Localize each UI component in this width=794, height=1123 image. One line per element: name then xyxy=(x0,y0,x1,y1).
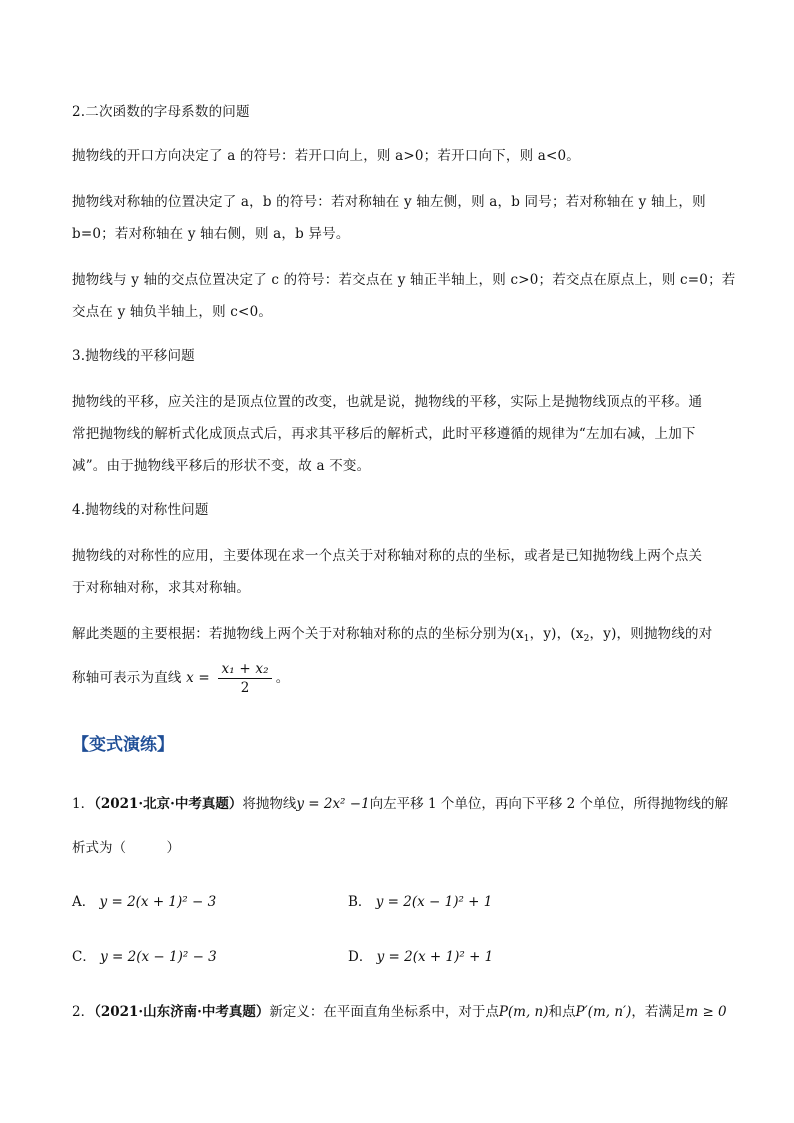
option-label: B． xyxy=(348,894,372,910)
question-source: （2021·山东济南·中考真题） xyxy=(94,1004,270,1020)
fraction-denominator: 2 xyxy=(240,680,250,696)
option-label: A． xyxy=(72,894,96,910)
paragraph-axis-formula xyxy=(72,658,724,698)
option-label: C． xyxy=(72,949,96,965)
fraction-numerator: x₁ + x₂ xyxy=(218,660,271,679)
formula-x: x = xyxy=(186,670,210,686)
point-p: P(m, n) xyxy=(498,1004,549,1020)
condition-formula: m ≥ 0 xyxy=(685,1004,727,1020)
question-text: 新定义：在平面直角坐标系中，对于点 xyxy=(269,1004,499,1020)
question-2 xyxy=(72,1000,732,1020)
basis-text: 称轴可表示为直线 xyxy=(72,670,182,686)
question-source: （2021·北京·中考真题） xyxy=(94,796,243,812)
question-text: ，若满足 xyxy=(631,1004,686,1020)
paragraph-basis xyxy=(72,618,724,655)
paragraph: 抛物线的开口方向决定了 a 的符号：若开口向上，则 a>0；若开口向下，则 a<0。 xyxy=(72,148,581,164)
option-a[interactable] xyxy=(72,890,216,910)
question-1-line-2: 析式为（ ） xyxy=(72,840,180,856)
section-3-heading: 3.抛物线的平移问题 xyxy=(72,348,195,364)
paragraph: 抛物线的对称性的应用，主要体现在求一个点关于对称轴对称的点的坐标，或者是已知抛物线上两个点关 xyxy=(72,548,703,564)
paragraph: 抛物线的平移，应关注的是顶点位置的改变，也就是说，抛物线的平移，实际上是抛物线顶点的平移。通 xyxy=(72,394,703,410)
option-expression: y = 2(x + 1)² + 1 xyxy=(376,949,494,965)
option-label: D． xyxy=(348,949,373,965)
option-c[interactable] xyxy=(72,945,217,965)
basis-text: ，y)，(x xyxy=(529,626,584,642)
paragraph: 抛物线与 y 轴的交点位置决定了 c 的符号：若交点在 y 轴正半轴上，则 c>0；若交点在原点上，则 c=0；若 xyxy=(72,272,736,288)
fraction xyxy=(218,660,271,697)
paragraph: b=0；若对称轴在 y 轴右侧，则 a，b 异号。 xyxy=(72,226,350,242)
basis-text: 解此类题的主要根据：若抛物线上两个关于对称轴对称的点的坐标分别为(x xyxy=(72,626,524,642)
question-1 xyxy=(72,792,732,812)
section-2-heading: 2.二次函数的字母系数的问题 xyxy=(72,104,250,120)
paragraph: 减”。由于抛物线平移后的形状不变，故 a 不变。 xyxy=(72,458,371,474)
option-expression: y = 2(x − 1)² − 3 xyxy=(100,949,217,965)
subscript: 1 xyxy=(523,634,530,644)
basis-text: 。 xyxy=(275,670,290,686)
section-4-heading: 4.抛物线的对称性问题 xyxy=(72,502,209,518)
exercise-title: 【变式演练】 xyxy=(72,735,174,755)
paragraph: 交点在 y 轴负半轴上，则 c<0。 xyxy=(72,304,273,320)
option-d[interactable] xyxy=(348,945,493,965)
paragraph: 抛物线对称轴的位置决定了 a，b 的符号：若对称轴在 y 轴左侧，则 a，b 同号；若对称轴在 y 轴上，则 xyxy=(72,194,706,210)
point-p-prime: P′(m, n′) xyxy=(575,1004,632,1020)
option-expression: y = 2(x + 1)² − 3 xyxy=(99,894,217,910)
question-number: 1． xyxy=(72,796,95,812)
subscript: 2 xyxy=(583,634,590,644)
question-text: 向左平移 1 个单位，再向下平移 2 个单位，所得抛物线的解 xyxy=(369,796,728,812)
paragraph: 于对称轴对称，求其对称轴。 xyxy=(72,580,251,596)
question-number: 2． xyxy=(72,1004,95,1020)
option-expression: y = 2(x − 1)² + 1 xyxy=(375,894,493,910)
question-formula: y = 2x² −1 xyxy=(296,796,370,812)
question-text: 将抛物线 xyxy=(242,796,297,812)
option-b[interactable] xyxy=(348,890,492,910)
question-text: 和点 xyxy=(548,1004,576,1020)
basis-text: ，y)，则抛物线的对 xyxy=(589,626,713,642)
paragraph: 常把抛物线的解析式化成顶点式后，再求其平移后的解析式，此时平移遵循的规律为“左加右减，上加下 xyxy=(72,426,696,442)
